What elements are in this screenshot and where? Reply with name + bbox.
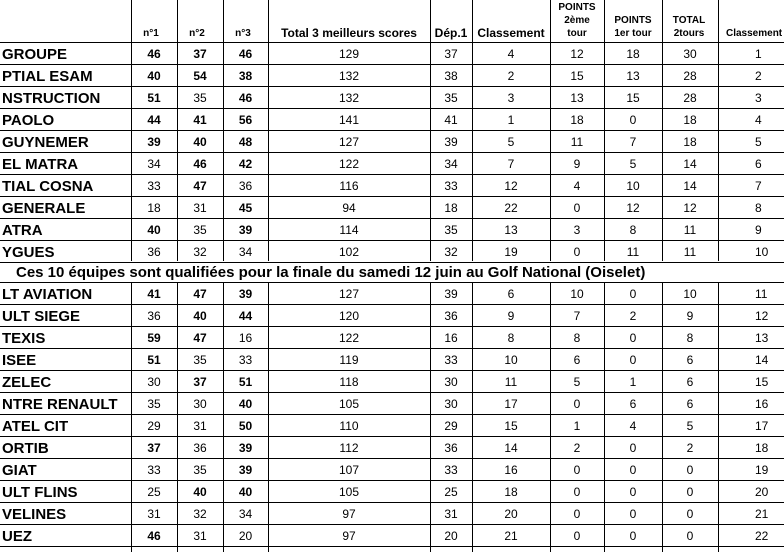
team-name: LT AVIATION: [2, 285, 93, 303]
grid-line: [0, 86, 784, 87]
cell-points2: 0: [573, 201, 581, 215]
cell-points1: 18: [626, 47, 640, 61]
cell-points1: 0: [629, 529, 637, 543]
qualification-banner: Ces 10 équipes sont qualifiées pour la finale du samedi 12 juin au Golf National (Oiselet): [0, 261, 784, 283]
cell-points1: 12: [626, 201, 640, 215]
cell-points1: 1: [629, 375, 637, 389]
cell-total: 141: [338, 113, 360, 127]
grid-line: [430, 283, 431, 552]
cell-total: 122: [338, 157, 360, 171]
team-name: GUYNEMER: [2, 133, 89, 151]
cell-n1: 44: [147, 113, 161, 127]
team-name: PTIAL ESAM: [2, 67, 93, 85]
cell-n1: 33: [147, 463, 161, 477]
cell-classement2: 2: [755, 69, 762, 83]
cell-points1: 8: [629, 223, 637, 237]
cell-classement: 10: [504, 353, 518, 367]
cell-n3: 46: [238, 47, 253, 61]
cell-classement2: 22: [755, 529, 769, 543]
cell-total2: 0: [686, 485, 694, 499]
cell-n3: 56: [238, 113, 253, 127]
cell-n1: 30: [147, 375, 161, 389]
cell-points2: 0: [573, 463, 581, 477]
cell-total2: 11: [683, 223, 697, 237]
cell-total2: 28: [683, 91, 697, 105]
cell-total: 105: [338, 485, 360, 499]
header-points-2nd-line1: POINTS: [558, 2, 596, 13]
cell-points2: 15: [570, 69, 584, 83]
cell-total2: 14: [683, 157, 697, 171]
cell-total: 132: [338, 91, 360, 105]
grid-line: [0, 524, 784, 525]
cell-dep1: 33: [444, 179, 458, 193]
grid-line: [0, 546, 784, 547]
team-name: GENERALE: [2, 199, 86, 217]
cell-dep1: 16: [444, 331, 458, 345]
grid-line: [0, 282, 784, 283]
cell-n3: 39: [238, 223, 253, 237]
cell-n1: 41: [147, 287, 161, 301]
cell-n3: 34: [238, 507, 253, 521]
cell-dep1: 39: [444, 135, 458, 149]
cell-total: 114: [339, 223, 359, 237]
cell-points1: 0: [629, 463, 637, 477]
cell-classement: 17: [504, 397, 518, 411]
cell-classement2: 5: [755, 135, 762, 149]
cell-n1: 59: [147, 331, 161, 345]
grid-line: [0, 174, 784, 175]
cell-total: 132: [338, 69, 360, 83]
cell-n2: 35: [193, 353, 207, 367]
cell-total2: 9: [686, 309, 694, 323]
cell-dep1: 37: [444, 47, 458, 61]
header-n3: n°3: [235, 28, 251, 39]
cell-points2: 11: [570, 135, 584, 149]
cell-classement: 16: [504, 463, 518, 477]
cell-total: 110: [339, 419, 359, 433]
cell-points1: 0: [629, 287, 637, 301]
cell-total: 112: [339, 441, 359, 455]
cell-classement: 8: [507, 331, 515, 345]
cell-total2: 6: [686, 353, 694, 367]
cell-classement2: 19: [755, 463, 769, 477]
team-name: YGUES: [2, 243, 55, 261]
grid-line: [0, 64, 784, 65]
cell-dep1: 30: [444, 397, 458, 411]
cell-classement2: 8: [755, 201, 762, 215]
cell-total: 97: [342, 507, 356, 521]
cell-n2: 40: [193, 309, 207, 323]
cell-total2: 0: [686, 529, 694, 543]
cell-classement2: 20: [755, 485, 769, 499]
cell-n2: 35: [193, 463, 207, 477]
cell-total2: 8: [686, 331, 694, 345]
grid-line: [718, 283, 719, 552]
cell-classement2: 14: [755, 353, 769, 367]
cell-total: 105: [338, 397, 360, 411]
cell-dep1: 35: [444, 223, 458, 237]
team-name: UEZ: [2, 527, 32, 545]
team-name: ZELEC: [2, 373, 52, 391]
cell-points1: 10: [626, 179, 640, 193]
cell-dep1: 25: [444, 485, 458, 499]
cell-points1: 5: [629, 157, 637, 171]
team-name: VELINES: [2, 505, 67, 523]
cell-points1: 0: [629, 485, 637, 499]
cell-n3: 46: [238, 91, 253, 105]
header-points-2nd-line2: 2ème: [564, 15, 590, 26]
cell-points1: 0: [629, 441, 637, 455]
cell-classement: 20: [504, 507, 518, 521]
cell-points2: 18: [570, 113, 584, 127]
cell-n2: 47: [193, 287, 207, 301]
header-n2: n°2: [189, 28, 205, 39]
team-name: NTRE RENAULT: [2, 395, 118, 413]
cell-n3: 48: [238, 135, 253, 149]
cell-n3: 42: [238, 157, 253, 171]
grid-line: [0, 326, 784, 327]
team-name: ATEL CIT: [2, 417, 69, 435]
header-points-1st-line1: POINTS: [614, 15, 652, 26]
cell-total2: 18: [683, 113, 697, 127]
header-n1: n°1: [143, 28, 159, 39]
grid-line: [662, 283, 663, 552]
team-name: TIAL COSNA: [2, 177, 94, 195]
cell-points2: 10: [570, 287, 584, 301]
team-name: NSTRUCTION: [2, 89, 101, 107]
grid-line: [0, 152, 784, 153]
grid-line: [472, 283, 473, 552]
cell-n1: 40: [147, 223, 161, 237]
cell-classement: 12: [504, 179, 518, 193]
cell-points2: 0: [573, 529, 581, 543]
cell-n1: 46: [147, 47, 161, 61]
grid-line: [604, 283, 605, 552]
cell-classement: 22: [504, 201, 518, 215]
grid-line: [0, 502, 784, 503]
cell-classement2: 3: [755, 91, 762, 105]
team-name: ISEE: [2, 351, 37, 369]
cell-n1: 18: [147, 201, 161, 215]
cell-classement2: 4: [755, 113, 762, 127]
header-points-2nd-round: [550, 0, 604, 43]
cell-total: 102: [338, 245, 360, 259]
cell-dep1: 31: [444, 507, 458, 521]
cell-total: 120: [338, 309, 360, 323]
grid-line: [0, 42, 784, 43]
cell-classement2: 9: [755, 223, 762, 237]
cell-total: 97: [342, 529, 356, 543]
cell-classement: 3: [507, 91, 515, 105]
cell-classement2: 6: [755, 157, 762, 171]
cell-points1: 4: [629, 419, 637, 433]
cell-points2: 0: [573, 245, 581, 259]
cell-dep1: 33: [444, 463, 458, 477]
cell-classement2: 21: [755, 507, 769, 521]
cell-n1: 46: [147, 529, 161, 543]
cell-dep1: 32: [444, 245, 458, 259]
grid-line: [0, 240, 784, 241]
cell-total: 119: [339, 353, 359, 367]
cell-n2: 47: [193, 331, 207, 345]
header-dep1: Dép.1: [434, 26, 468, 40]
team-name: EL MATRA: [2, 155, 79, 173]
cell-classement2: 18: [755, 441, 769, 455]
cell-total2: 5: [686, 419, 694, 433]
grid-line: [0, 458, 784, 459]
cell-classement: 4: [507, 47, 515, 61]
grid-line: [0, 348, 784, 349]
cell-points1: 0: [629, 507, 637, 521]
cell-n3: 20: [238, 529, 253, 543]
header-points-1st-round: [604, 0, 662, 43]
cell-dep1: 36: [444, 309, 458, 323]
cell-n2: 41: [193, 113, 207, 127]
cell-n3: 44: [238, 309, 253, 323]
cell-points2: 4: [573, 179, 581, 193]
team-name: ULT SIEGE: [2, 307, 81, 325]
cell-total2: 6: [686, 397, 694, 411]
cell-classement2: 16: [755, 397, 769, 411]
cell-classement: 2: [507, 69, 515, 83]
cell-total2: 28: [683, 69, 697, 83]
cell-total2: 14: [683, 179, 697, 193]
team-name: TEXIS: [2, 329, 46, 347]
grid-line: [0, 370, 784, 371]
cell-n1: 36: [147, 309, 161, 323]
cell-n3: 39: [238, 441, 253, 455]
cell-n2: 46: [193, 157, 207, 171]
cell-classement2: 11: [755, 287, 768, 301]
cell-n2: 32: [193, 245, 207, 259]
cell-points1: 13: [626, 69, 640, 83]
cell-total: 116: [339, 179, 359, 193]
cell-total2: 6: [686, 375, 694, 389]
grid-line: [0, 196, 784, 197]
grid-line: [0, 108, 784, 109]
cell-points2: 2: [573, 441, 581, 455]
cell-n3: 34: [238, 245, 253, 259]
grid-line: [0, 130, 784, 131]
cell-n3: 40: [238, 397, 253, 411]
cell-points1: 11: [626, 245, 640, 259]
cell-classement: 19: [504, 245, 518, 259]
cell-points2: 0: [573, 485, 581, 499]
grid-line: [268, 283, 269, 552]
cell-n1: 29: [147, 419, 161, 433]
cell-n3: 36: [238, 179, 253, 193]
cell-total: 122: [338, 331, 360, 345]
grid-line: [550, 283, 551, 552]
cell-classement2: 7: [755, 179, 762, 193]
cell-total2: 10: [683, 287, 697, 301]
cell-n2: 35: [193, 91, 207, 105]
cell-n1: 31: [147, 507, 161, 521]
cell-points1: 6: [629, 397, 637, 411]
cell-dep1: 33: [444, 353, 458, 367]
cell-dep1: 34: [444, 157, 458, 171]
cell-n2: 37: [193, 375, 207, 389]
cell-classement: 5: [507, 135, 515, 149]
cell-points2: 7: [573, 309, 581, 323]
cell-classement2: 13: [755, 331, 769, 345]
cell-total: 127: [338, 135, 360, 149]
cell-classement: 1: [507, 113, 515, 127]
cell-points1: 0: [629, 353, 637, 367]
cell-dep1: 35: [444, 91, 458, 105]
cell-points2: 5: [573, 375, 581, 389]
cell-n2: 36: [193, 441, 207, 455]
cell-points1: 2: [629, 309, 637, 323]
cell-classement2: 17: [755, 419, 769, 433]
cell-points2: 0: [573, 397, 581, 411]
cell-points1: 7: [629, 135, 637, 149]
cell-n3: 16: [238, 331, 253, 345]
cell-n3: 45: [238, 201, 253, 215]
cell-total: 129: [338, 47, 360, 61]
cell-n2: 32: [193, 507, 207, 521]
team-name: ATRA: [2, 221, 43, 239]
cell-classement2: 12: [755, 309, 769, 323]
cell-total: 118: [339, 375, 359, 389]
cell-n2: 30: [193, 397, 207, 411]
header-total-2-line1: TOTAL: [672, 15, 706, 26]
grid-line: [223, 283, 224, 552]
cell-dep1: 41: [444, 113, 458, 127]
cell-n2: 47: [193, 179, 207, 193]
cell-points2: 9: [573, 157, 581, 171]
cell-dep1: 39: [444, 287, 458, 301]
cell-points2: 1: [573, 419, 581, 433]
cell-total: 127: [338, 287, 360, 301]
cell-total2: 0: [686, 507, 694, 521]
cell-n1: 51: [147, 353, 161, 367]
cell-total2: 2: [686, 441, 694, 455]
cell-n3: 40: [238, 485, 253, 499]
grid-line: [0, 262, 784, 263]
header-points-2nd-line3: tour: [567, 28, 587, 39]
cell-points1: 0: [629, 113, 637, 127]
cell-n2: 40: [193, 135, 207, 149]
cell-points2: 6: [573, 353, 581, 367]
cell-n1: 34: [147, 157, 161, 171]
header-points-1st-line2: 1er tour: [614, 28, 652, 39]
cell-points1: 15: [626, 91, 640, 105]
header-total-2-rounds: [662, 0, 716, 43]
cell-points2: 8: [573, 331, 581, 345]
cell-classement2: 15: [755, 375, 769, 389]
grid-line: [0, 304, 784, 305]
team-name: ULT FLINS: [2, 483, 78, 501]
cell-total: 107: [338, 463, 360, 477]
cell-points2: 12: [570, 47, 584, 61]
cell-n3: 39: [238, 287, 253, 301]
grid-line: [0, 414, 784, 415]
team-name: GROUPE: [2, 45, 68, 63]
cell-n1: 40: [147, 69, 161, 83]
team-name: ORTIB: [2, 439, 49, 457]
cell-classement: 9: [507, 309, 515, 323]
grid-line: [0, 480, 784, 481]
grid-line: [0, 392, 784, 393]
cell-total2: 18: [683, 135, 697, 149]
cell-n1: 35: [147, 397, 161, 411]
grid-line: [131, 283, 132, 552]
header-total-3-best: Total 3 meilleurs scores: [281, 26, 417, 40]
cell-classement: 13: [504, 223, 518, 237]
cell-points2: 0: [573, 507, 581, 521]
cell-dep1: 30: [444, 375, 458, 389]
cell-total2: 12: [683, 201, 697, 215]
cell-classement: 21: [504, 529, 518, 543]
cell-n2: 35: [193, 223, 207, 237]
grid-line: [177, 283, 178, 552]
cell-total2: 30: [683, 47, 697, 61]
cell-n2: 40: [193, 485, 207, 499]
cell-points1: 0: [629, 331, 637, 345]
cell-n3: 51: [238, 375, 253, 389]
cell-dep1: 20: [444, 529, 458, 543]
cell-n2: 31: [193, 201, 207, 215]
cell-total2: 0: [686, 463, 694, 477]
cell-dep1: 36: [444, 441, 458, 455]
cell-n1: 39: [147, 135, 161, 149]
cell-n2: 37: [193, 47, 207, 61]
grid-line: [0, 218, 784, 219]
cell-n2: 54: [193, 69, 207, 83]
team-name: PAOLO: [2, 111, 55, 129]
cell-total2: 11: [683, 245, 697, 259]
cell-dep1: 29: [444, 419, 458, 433]
cell-classement: 15: [504, 419, 518, 433]
cell-n1: 37: [147, 441, 161, 455]
cell-points2: 13: [570, 91, 584, 105]
cell-classement: 6: [507, 287, 515, 301]
cell-classement: 11: [504, 375, 518, 389]
header-classement: Classement: [477, 26, 545, 40]
cell-classement: 14: [504, 441, 518, 455]
cell-n1: 51: [147, 91, 161, 105]
cell-classement: 18: [504, 485, 518, 499]
cell-n3: 39: [238, 463, 253, 477]
cell-n3: 33: [238, 353, 253, 367]
cell-n1: 25: [147, 485, 161, 499]
cell-n3: 50: [238, 419, 253, 433]
cell-n1: 36: [147, 245, 161, 259]
grid-line: [0, 436, 784, 437]
cell-points2: 3: [573, 223, 581, 237]
cell-n2: 31: [193, 529, 207, 543]
header-classement-final: Classement: [726, 28, 783, 39]
header-total-2-line2: 2tours: [673, 28, 705, 39]
cell-dep1: 38: [444, 69, 458, 83]
team-name: GIAT: [2, 461, 37, 479]
cell-n1: 33: [147, 179, 161, 193]
cell-classement: 7: [507, 157, 515, 171]
cell-classement2: 1: [755, 47, 762, 61]
cell-n2: 31: [193, 419, 207, 433]
cell-total: 94: [342, 201, 356, 215]
cell-dep1: 18: [444, 201, 458, 215]
cell-classement2: 10: [755, 245, 769, 259]
cell-n3: 38: [238, 69, 253, 83]
